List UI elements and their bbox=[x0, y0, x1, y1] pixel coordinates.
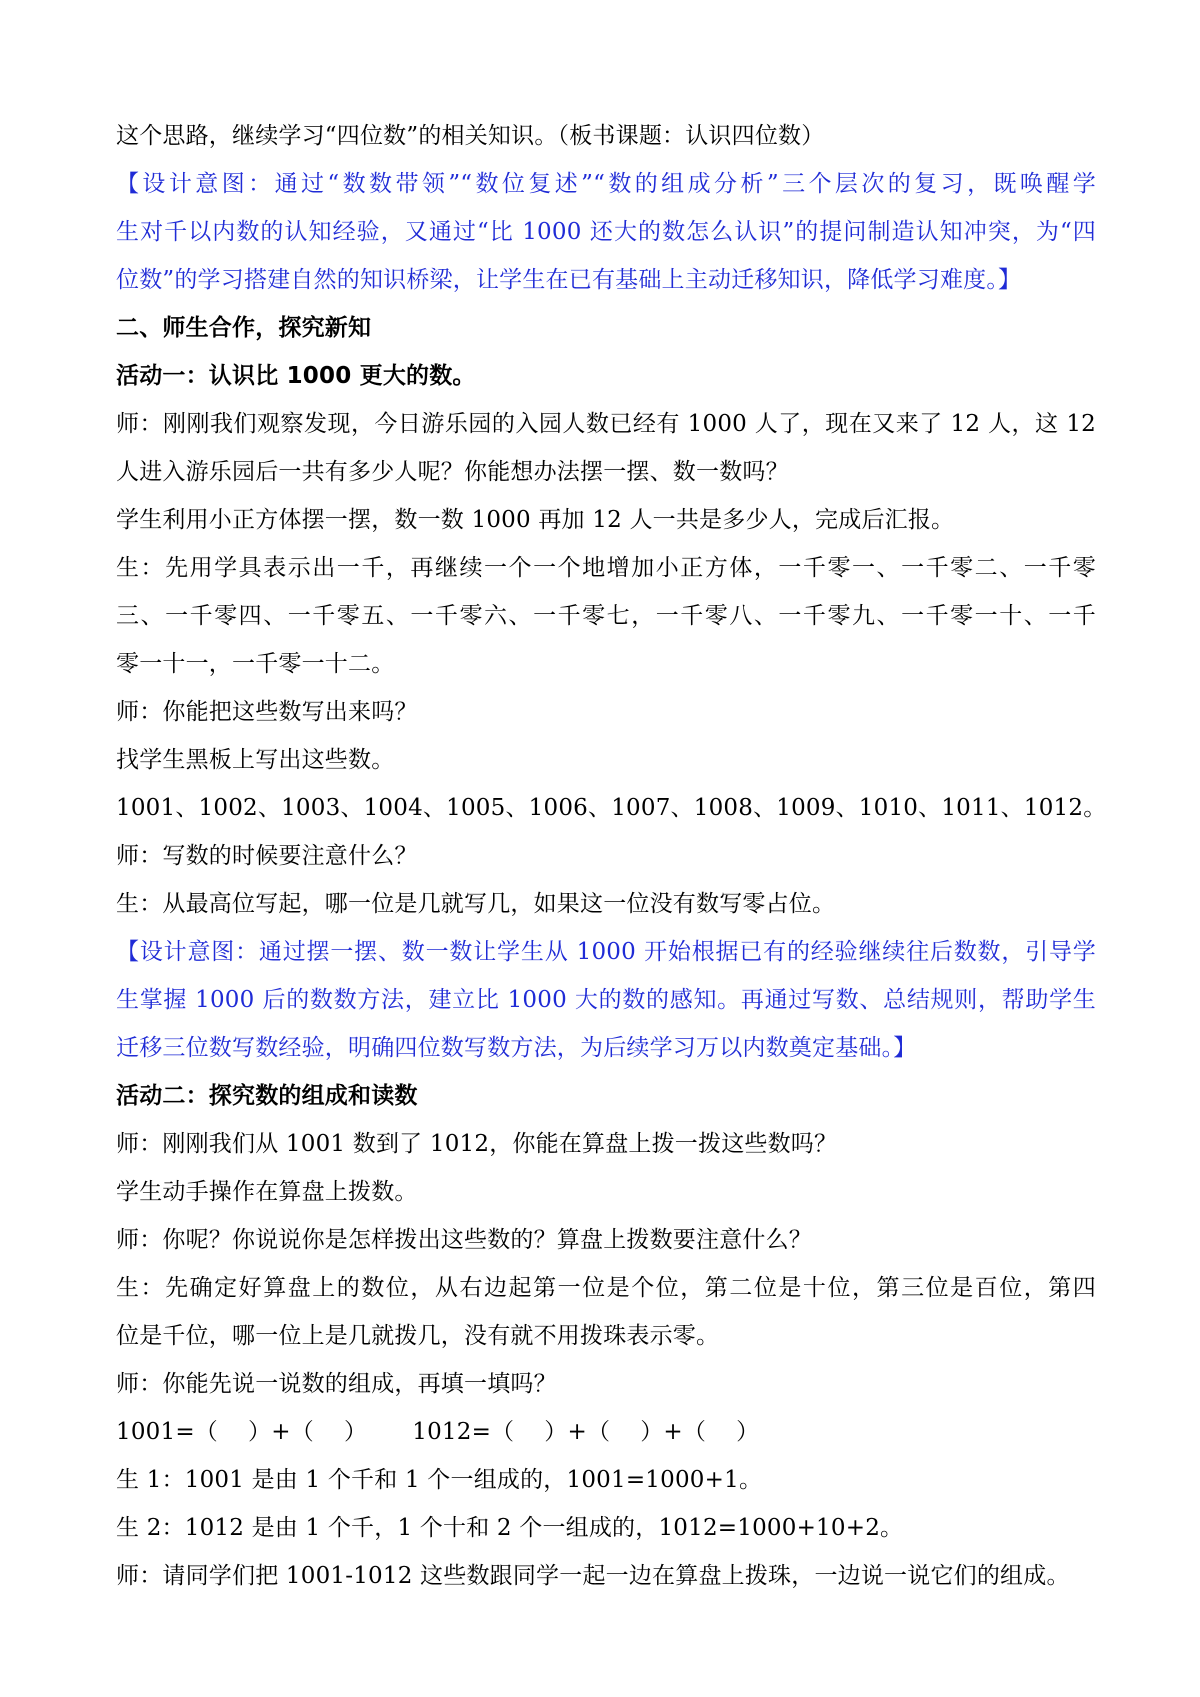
design-intent-line: 【设计意图：通过摆一摆、数一数让学生从 1000 开始根据已有的经验继续往后数数，引导学 bbox=[116, 939, 1096, 965]
number-sequence-line: 1001、1002、1003、1004、1005、1006、1007、1008、1009、1010、1011、1012。 bbox=[116, 795, 1107, 821]
paragraph-line: 师：刚刚我们从 1001 数到了 1012，你能在算盘上拨一拨这些数吗？ bbox=[116, 1131, 838, 1157]
design-intent-line: 生掌握 1000 后的数数方法，建立比 1000 大的数的感知。再通过写数、总结规则，帮助学生 bbox=[116, 987, 1096, 1013]
design-intent-line: 迁移三位数写数经验，明确四位数写数方法，为后续学习万以内数奠定基础。】 bbox=[116, 1035, 917, 1061]
activity-heading: 活动二：探究数的组成和读数 bbox=[116, 1083, 418, 1109]
paragraph-line: 找学生黑板上写出这些数。 bbox=[116, 747, 395, 773]
paragraph-line: 师：请同学们把 1001-1012 这些数跟同学一起一边在算盘上拨珠，一边说一说它们的组成。 bbox=[116, 1563, 1070, 1589]
activity-heading: 活动一：认识比 1000 更大的数。 bbox=[116, 363, 476, 389]
paragraph-line: 师：你呢？你说说你是怎样拨出这些数的？算盘上拨数要注意什么？ bbox=[116, 1227, 812, 1253]
paragraph-line: 学生动手操作在算盘上拨数。 bbox=[116, 1179, 418, 1205]
paragraph-line: 人进入游乐园后一共有多少人呢？你能想办法摆一摆、数一数吗？ bbox=[116, 459, 789, 485]
section-heading: 二、师生合作，探究新知 bbox=[116, 315, 372, 341]
paragraph-line: 生 1：1001 是由 1 个千和 1 个一组成的，1001=1000+1。 bbox=[116, 1467, 763, 1493]
paragraph-line: 师：写数的时候要注意什么？ bbox=[116, 843, 418, 869]
paragraph-line: 这个思路，继续学习“四位数”的相关知识。（板书课题：认识四位数） bbox=[116, 123, 825, 149]
paragraph-line: 生：先确定好算盘上的数位，从右边起第一位是个位，第二位是十位，第三位是百位，第四 bbox=[116, 1275, 1096, 1301]
paragraph-line: 三、一千零四、一千零五、一千零六、一千零七，一千零八、一千零九、一千零一十、一千 bbox=[116, 603, 1096, 629]
paragraph-line: 零一十一，一千零一十二。 bbox=[116, 651, 395, 677]
fill-in-blank-line: 1001=（ ）+（ ） 1012=（ ）+（ ）+（ ） bbox=[116, 1419, 760, 1445]
paragraph-line: 生：从最高位写起，哪一位是几就写几，如果这一位没有数写零占位。 bbox=[116, 891, 836, 917]
paragraph-line: 师：你能把这些数写出来吗？ bbox=[116, 699, 418, 725]
document-body bbox=[116, 112, 1107, 1600]
paragraph-line: 生：先用学具表示出一千，再继续一个一个地增加小正方体，一千零一、一千零二、一千零 bbox=[116, 555, 1096, 581]
design-intent-line: 【设计意图：通过“数数带领”“数位复述”“数的组成分析”三个层次的复习，既唤醒学 bbox=[116, 171, 1096, 197]
design-intent-line: 位数”的学习搭建自然的知识桥梁，让学生在已有基础上主动迁移知识，降低学习难度。】 bbox=[116, 267, 1022, 293]
paragraph-line: 位是千位，哪一位上是几就拨几，没有就不用拨珠表示零。 bbox=[116, 1323, 720, 1349]
design-intent-line: 生对千以内数的认知经验，又通过“比 1000 还大的数怎么认识”的提问制造认知冲突，为“四 bbox=[116, 219, 1096, 245]
paragraph-line: 生 2：1012 是由 1 个千，1 个十和 2 个一组成的，1012=1000+10+2。 bbox=[116, 1515, 904, 1541]
paragraph-line: 师：刚刚我们观察发现，今日游乐园的入园人数已经有 1000 人了，现在又来了 12 人，这 12 bbox=[116, 411, 1096, 437]
paragraph-line: 学生利用小正方体摆一摆，数一数 1000 再加 12 人一共是多少人，完成后汇报。 bbox=[116, 507, 955, 533]
paragraph-line: 师：你能先说一说数的组成，再填一填吗？ bbox=[116, 1371, 557, 1397]
